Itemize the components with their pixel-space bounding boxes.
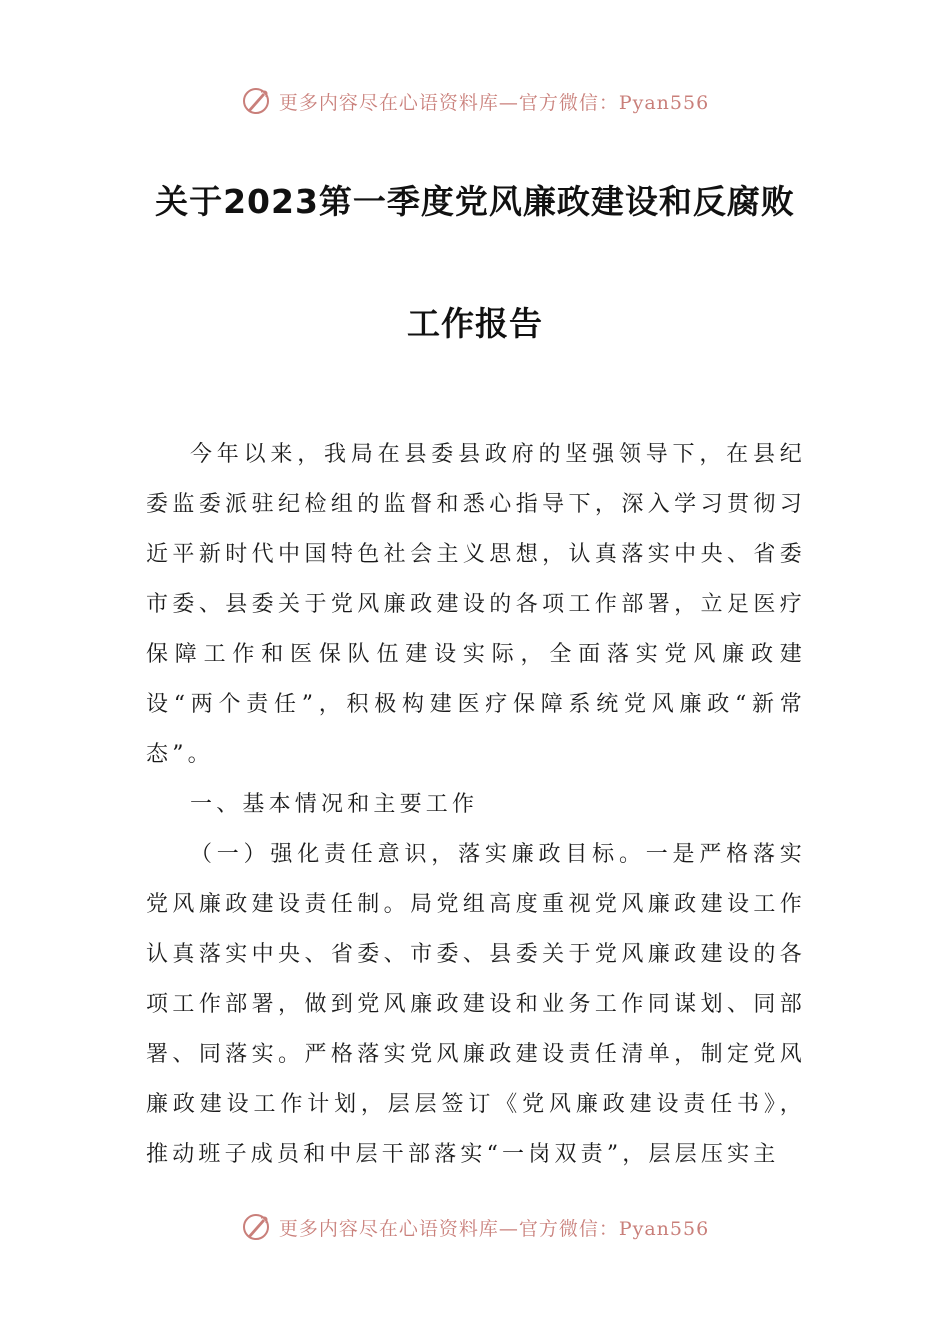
watermark-text: 更多内容尽在心语资料库—官方微信：Pyan556 [278,91,710,114]
document-title-line-2: 工作报告 [407,304,543,343]
quill-logo-icon [241,86,271,116]
intro-paragraph: 今年以来，我局在县委县政府的坚强领导下，在县纪委监委派驻纪检组的监督和悉心指导下，深入学习贯彻习近平新时代中国特色社会主义思想，认真落实中央、省委市委、县委关于党风廉政建设的各项工作部署，立足医疗保障工作和医保队伍建设实际，全面落实党风廉政建设“两个责任”，积极构建医疗保障系统党风廉政“新常态”。 [146,442,806,767]
section-heading: 一、基本情况和主要工作 [190,792,479,817]
header-watermark [0,86,950,116]
subsection-paragraph: （一）强化责任意识，落实廉政目标。一是严格落实党风廉政建设责任制。局党组高度重视党风廉政建设工作认真落实中央、省委、市委、县委关于党风廉政建设的各项工作部署，做到党风廉政建设和业务工作同谋划、同部署、同落实。严格落实党风廉政建设责任清单，制定党风廉政建设工作计划，层层签订《党风廉政建设责任书》，推动班子成员和中层干部落实“一岗双责”，层层压实主 [146,842,806,1167]
document-body [146,430,806,1180]
watermark-text: 更多内容尽在心语资料库—官方微信：Pyan556 [278,1217,710,1240]
footer-watermark [0,1212,950,1242]
quill-logo-icon [241,1212,271,1242]
document-title-line-1: 关于2023第一季度党风廉政建设和反腐败 [155,182,795,221]
